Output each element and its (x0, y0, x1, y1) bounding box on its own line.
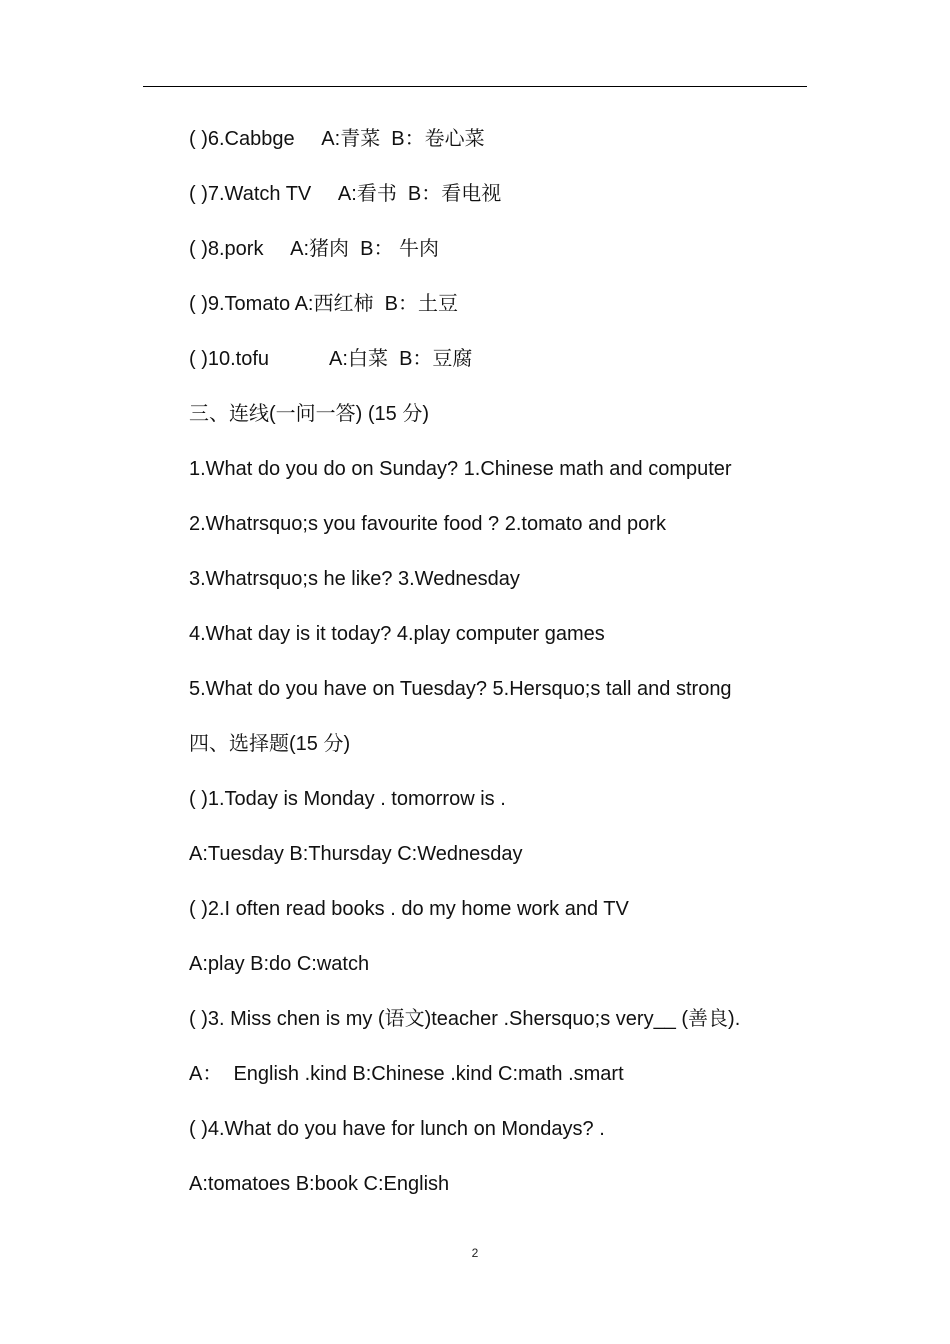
section-4-heading: 四、选择题(15 分) (189, 733, 351, 755)
choice-question-4: ( )4.What do you have for lunch on Mondays? . (189, 1118, 605, 1140)
document-body (189, 120, 829, 1220)
choice-question-2: ( )2.I often read books . do my home work and TV (189, 898, 629, 920)
section-3-heading: 三、连线(一问一答) (15 分) (189, 403, 429, 425)
choice-options-1: A:Tuesday B:Thursday C:Wednesday (189, 843, 523, 865)
choice-question-1: ( )1.Today is Monday . tomorrow is . (189, 788, 506, 810)
choice-options-3: A： English .kind B:Chinese .kind C:math .smart (189, 1063, 624, 1085)
question-8-line: ( )8.pork A:猪肉 B： 牛肉 (189, 238, 440, 260)
question-9-line: ( )9.Tomato A:西红柿 B：土豆 (189, 293, 458, 315)
match-line-2: 2.Whatrsquo;s you favourite food ? 2.tomato and pork (189, 513, 666, 535)
match-line-4: 4.What day is it today? 4.play computer games (189, 623, 605, 645)
choice-question-3: ( )3. Miss chen is my (语文)teacher .Shersquo;s very__ (善良). (189, 1008, 741, 1030)
match-line-1: 1.What do you do on Sunday? 1.Chinese math and computer (189, 458, 732, 480)
question-7-line: ( )7.Watch TV A:看书 B：看电视 (189, 183, 502, 205)
page-number: 2 (471, 1246, 479, 1260)
match-line-3: 3.Whatrsquo;s he like? 3.Wednesday (189, 568, 520, 590)
question-10-line: ( )10.tofu A:白菜 B：豆腐 (189, 348, 473, 370)
header-rule (143, 86, 807, 87)
match-line-5: 5.What do you have on Tuesday? 5.Hersquo;s tall and strong (189, 678, 732, 700)
question-6-line: ( )6.Cabbge A:青菜 B：卷心菜 (189, 128, 485, 150)
choice-options-2: A:play B:do C:watch (189, 953, 370, 975)
choice-options-4: A:tomatoes B:book C:English (189, 1173, 450, 1195)
